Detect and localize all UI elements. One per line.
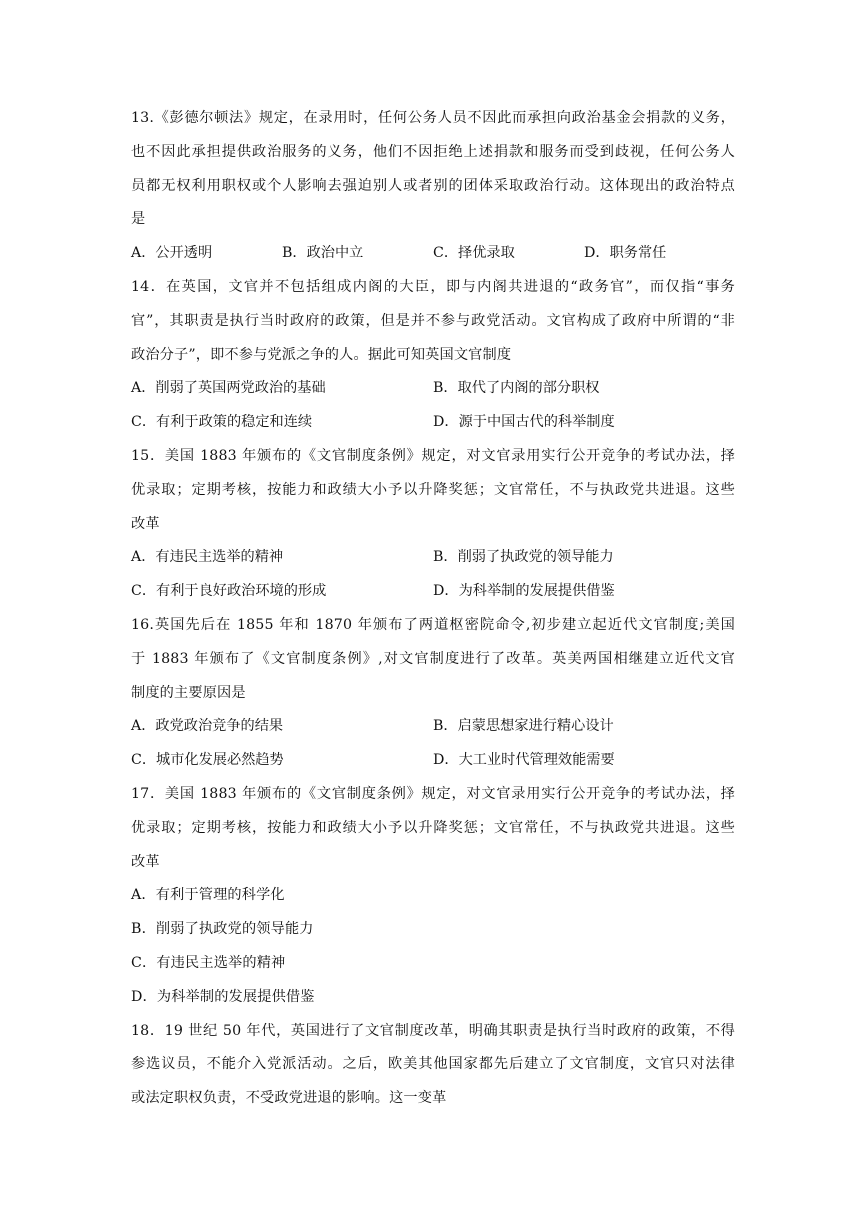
option-d: D．源于中国古代的科举制度 bbox=[433, 414, 615, 431]
option-b: B．削弱了执政党的领导能力 bbox=[433, 549, 614, 566]
option-c: C．有利于良好政治环境的形成 bbox=[131, 583, 327, 600]
question-stem-line: 官”，其职责是执行当时政府的政策，但是并不参与政党活动。文官构成了政府中所谓的“非 bbox=[131, 312, 735, 329]
question-stem-line: 16.英国先后在 1855 年和 1870 年颁布了两道枢密院命令,初步建立起近代文官制度;美国 bbox=[131, 616, 735, 633]
option-b: B．削弱了执政党的领导能力 bbox=[131, 921, 314, 938]
question-stem-line: 18．19 世纪 50 年代，英国进行了文官制度改革，明确其职责是执行当时政府的政策，不得 bbox=[131, 1022, 735, 1039]
question-stem-line: 员都无权利用职权或个人影响去强迫别人或者别的团体采取政治行动。这体现出的政治特点 bbox=[131, 177, 735, 194]
option-a: A．政党政治竞争的结果 bbox=[131, 718, 284, 735]
option-c: C．有违民主选举的精神 bbox=[131, 954, 286, 971]
question-stem-line: 14．在英国，文官并不包括组成内阁的大臣，即与内阁共进退的“政务官”，而仅指“事务 bbox=[131, 278, 735, 295]
option-c: C．择优录取 bbox=[433, 245, 515, 262]
option-b: B．启蒙思想家进行精心设计 bbox=[433, 718, 614, 735]
option-c: C．有利于政策的稳定和连续 bbox=[131, 414, 313, 431]
question-18 bbox=[131, 1021, 735, 1122]
option-a: A．削弱了英国两党政治的基础 bbox=[131, 380, 326, 397]
option-d: D．为科举制的发展提供借鉴 bbox=[433, 583, 615, 600]
options-row bbox=[131, 378, 735, 412]
question-stem-line: 15．美国 1883 年颁布的《文官制度条例》规定，对文官录用实行公开竞争的考试办法，择 bbox=[131, 447, 735, 464]
question-16 bbox=[131, 615, 735, 784]
question-stem-line: 制度的主要原因是 bbox=[131, 684, 246, 701]
option-d: D．职务常任 bbox=[584, 245, 667, 262]
option-b: B．政治中立 bbox=[282, 245, 364, 262]
question-stem-line: 优录取；定期考核，按能力和政绩大小予以升降奖惩；文官常任，不与执政党共进退。这些 bbox=[131, 819, 735, 836]
question-stem-line: 或法定职权负责，不受政党进退的影响。这一变革 bbox=[131, 1090, 447, 1107]
question-stem-line: 于 1883 年颁布了《文官制度条例》,对文官制度进行了改革。英美两国相继建立近代文官 bbox=[131, 650, 735, 667]
options-row bbox=[131, 547, 735, 581]
question-stem-line: 17．美国 1883 年颁布的《文官制度条例》规定，对文官录用实行公开竞争的考试办法，择 bbox=[131, 785, 735, 802]
question-stem-line: 优录取；定期考核，按能力和政绩大小予以升降奖惩；文官常任，不与执政党共进退。这些 bbox=[131, 481, 735, 498]
question-stem-line: 改革 bbox=[131, 515, 160, 532]
options-row bbox=[131, 750, 735, 784]
question-13 bbox=[131, 108, 735, 277]
option-a: A．有利于管理的科学化 bbox=[131, 887, 285, 904]
option-a: A．公开透明 bbox=[131, 245, 213, 262]
question-stem-line: 政治分子”，即不参与党派之争的人。据此可知英国文官制度 bbox=[131, 346, 512, 363]
question-17 bbox=[131, 784, 735, 1021]
option-a: A．有违民主选举的精神 bbox=[131, 549, 284, 566]
question-stem-line: 13.《彭德尔顿法》规定，在录用时，任何公务人员不因此而承担向政治基金会捐款的义务， bbox=[131, 110, 735, 126]
option-b: B．取代了内阁的部分职权 bbox=[433, 380, 600, 397]
options-row bbox=[131, 243, 735, 277]
options-row bbox=[131, 716, 735, 750]
question-stem-line: 改革 bbox=[131, 853, 160, 870]
question-stem-line: 是 bbox=[131, 211, 146, 228]
options-row bbox=[131, 581, 735, 615]
question-14 bbox=[131, 277, 735, 446]
option-d: D．为科举制的发展提供借鉴 bbox=[131, 988, 315, 1005]
question-15 bbox=[131, 446, 735, 615]
document-page bbox=[131, 108, 735, 1122]
option-d: D．大工业时代管理效能需要 bbox=[433, 752, 615, 769]
option-c: C．城市化发展必然趋势 bbox=[131, 752, 284, 769]
question-stem-line: 也不因此承担提供政治服务的义务，他们不因拒绝上述捐款和服务而受到歧视，任何公务人 bbox=[131, 143, 735, 160]
question-stem-line: 参选议员，不能介入党派活动。之后，欧美其他国家都先后建立了文官制度，文官只对法律 bbox=[131, 1056, 735, 1073]
options-row bbox=[131, 412, 735, 446]
